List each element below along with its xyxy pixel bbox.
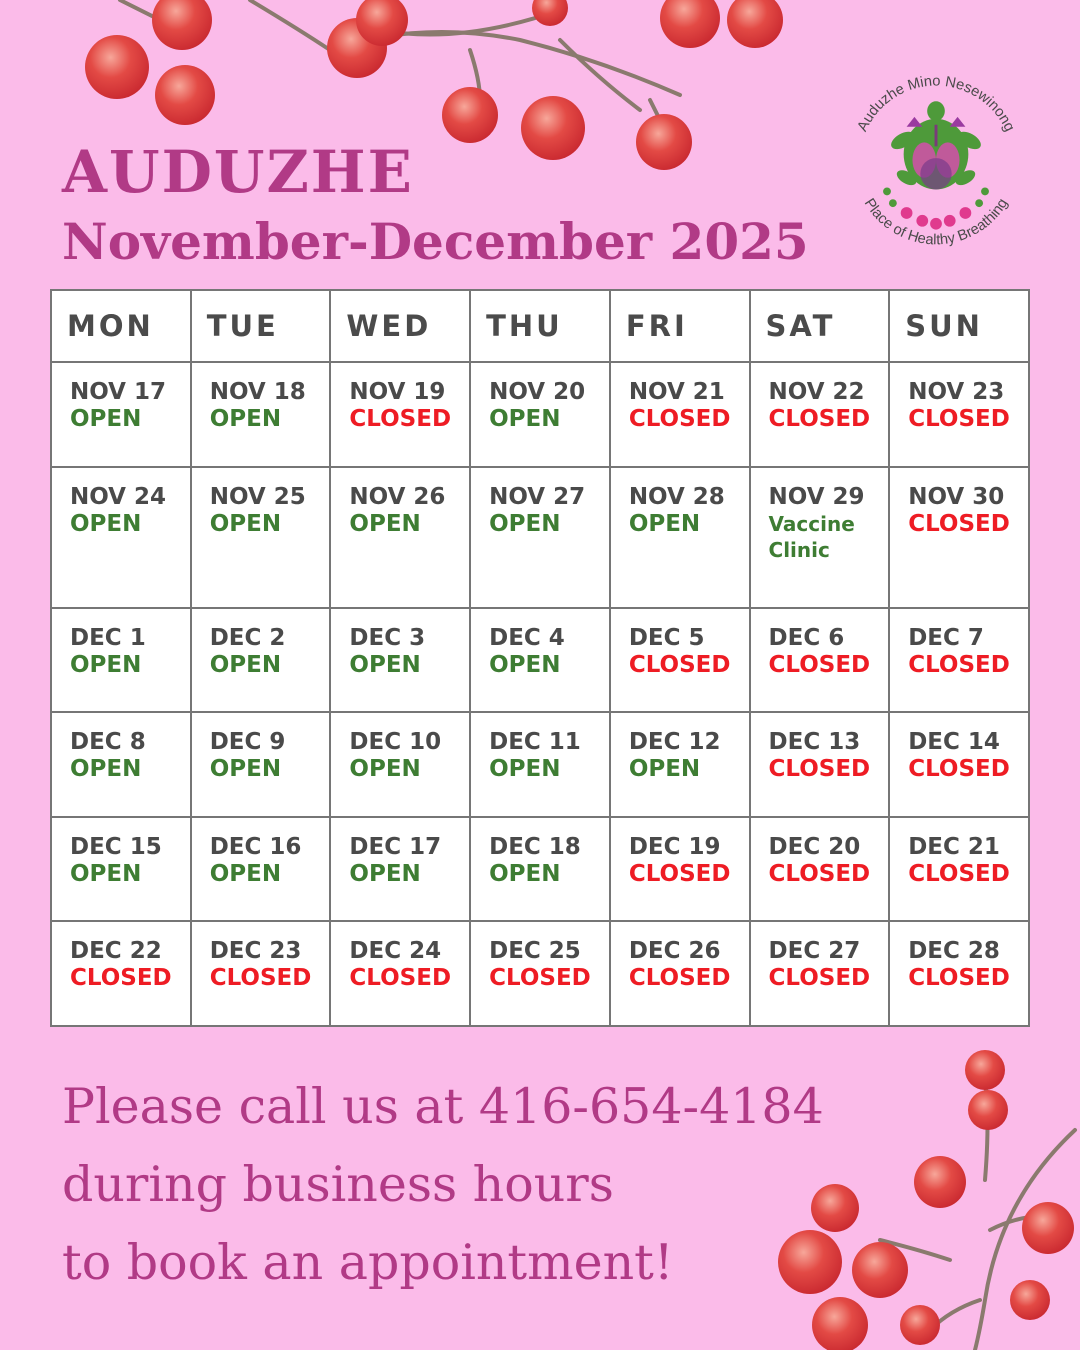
schedule-calendar [50,289,1030,1027]
day-status: OPEN [209,756,282,783]
day-status: CLOSED [908,965,1010,992]
day-date: NOV 21 [628,379,725,405]
day-status: CLOSED [908,651,1010,678]
day-status: CLOSED [908,756,1010,783]
day-status: OPEN [209,510,282,537]
day-cell [191,467,331,608]
day-date: NOV 22 [768,379,865,405]
day-date: DEC 17 [349,833,442,860]
day-date: DEC 13 [768,729,861,756]
day-date: NOV 26 [349,483,446,510]
day-cell [750,467,890,608]
day-status: CLOSED [768,860,871,887]
day-status: OPEN [70,860,142,887]
day-cell [889,817,1029,922]
day-date: DEC 15 [70,833,162,860]
day-status: OPEN [349,510,421,537]
day-date: DEC 10 [349,729,442,756]
day-cell [750,921,890,1026]
day-date: NOV 19 [349,379,446,405]
page-subtitle: November-December 2025 [62,212,809,271]
weekday-header: MON [51,290,191,362]
day-cell [470,817,610,922]
day-cell [750,608,890,713]
day-cell [889,921,1029,1026]
day-cell [610,608,750,713]
day-status: CLOSED [768,406,871,432]
day-date: DEC 27 [768,938,861,965]
day-cell [191,712,331,817]
day-status: OPEN [70,651,142,678]
day-status: CLOSED [628,651,731,678]
day-date: DEC 3 [349,624,426,651]
day-cell [889,608,1029,713]
day-cell [889,362,1029,467]
day-cell [750,817,890,922]
weekday-header: SUN [889,290,1029,362]
day-date: DEC 4 [489,624,565,651]
day-status: OPEN [489,510,561,537]
day-status: OPEN [349,651,421,678]
day-cell [889,467,1029,608]
day-status: OPEN [70,406,142,432]
week-row [51,608,1029,713]
day-status: CLOSED [908,510,1010,537]
day-date: DEC 9 [209,729,286,756]
weekday-header: TUE [191,290,331,362]
day-cell [51,608,191,713]
day-date: DEC 5 [628,624,705,651]
day-date: NOV 24 [70,483,166,510]
day-status: OPEN [349,756,421,783]
day-date: DEC 7 [908,624,984,651]
week-row [51,817,1029,922]
day-status: CLOSED [768,965,871,992]
day-status: CLOSED [70,965,172,992]
booking-cta-line: to book an appointment! [62,1234,674,1291]
page-title: AUDUZHE [62,138,414,206]
day-status: OPEN [70,756,142,783]
day-date: NOV 30 [908,483,1005,510]
day-cell [470,467,610,608]
turtle-lungs-icon [883,101,989,229]
weekday-header-row [51,290,1029,362]
day-status: OPEN [349,860,421,887]
day-status: OPEN [209,651,282,678]
day-status: CLOSED [349,406,452,432]
weekday-header: THU [470,290,610,362]
week-row [51,921,1029,1026]
day-cell [610,712,750,817]
week-row [51,362,1029,467]
day-date: NOV 23 [908,379,1005,405]
day-cell [51,921,191,1026]
day-cell [191,817,331,922]
day-date: DEC 14 [908,729,1000,756]
day-date: DEC 2 [209,624,286,651]
day-date: DEC 16 [209,833,302,860]
day-cell [470,921,610,1026]
day-cell [330,921,470,1026]
day-status: OPEN [628,510,701,537]
day-status: CLOSED [209,965,312,992]
weekday-header: FRI [610,290,750,362]
day-status: OPEN [628,756,701,783]
day-status: Vaccine Clinic [768,511,855,562]
day-status: CLOSED [908,860,1010,887]
day-date: DEC 8 [70,729,146,756]
day-status: OPEN [489,406,561,432]
week-row [51,467,1029,608]
day-date: DEC 21 [908,833,1000,860]
organization-logo [838,64,1034,260]
day-date: DEC 22 [70,938,162,965]
day-status: OPEN [489,651,561,678]
day-date: DEC 20 [768,833,861,860]
day-cell [610,817,750,922]
day-status: OPEN [209,860,282,887]
day-status: OPEN [209,406,282,432]
day-cell [51,467,191,608]
day-cell [330,608,470,713]
day-status: OPEN [489,756,561,783]
week-row [51,712,1029,817]
day-cell [330,817,470,922]
day-date: NOV 27 [489,483,586,510]
day-date: NOV 18 [209,379,306,405]
day-status: OPEN [489,860,561,887]
day-cell [610,362,750,467]
day-date: DEC 19 [628,833,721,860]
day-date: DEC 11 [489,729,581,756]
day-cell [889,712,1029,817]
day-date: DEC 26 [628,938,721,965]
day-status: CLOSED [489,965,591,992]
logo-bottom-text: Place of Healthy Breathing [860,195,1012,249]
day-cell [330,467,470,608]
day-status: CLOSED [628,860,731,887]
day-status: CLOSED [768,651,871,678]
day-cell [750,362,890,467]
day-date: NOV 29 [768,483,865,510]
day-date: DEC 24 [349,938,442,965]
day-status: CLOSED [349,965,452,992]
day-cell [470,712,610,817]
day-date: DEC 23 [209,938,302,965]
day-date: DEC 28 [908,938,1000,965]
day-cell [51,817,191,922]
day-date: DEC 6 [768,624,845,651]
day-status: CLOSED [768,756,871,783]
day-cell [750,712,890,817]
day-cell [470,608,610,713]
day-cell [330,362,470,467]
day-cell [470,362,610,467]
day-status: CLOSED [628,965,731,992]
booking-phone-line: Please call us at 416-654-4184 [62,1078,824,1135]
day-cell [191,608,331,713]
logo-top-text: Auduzhe Mino Nesewinong [854,73,1018,135]
day-date: DEC 25 [489,938,581,965]
day-status: OPEN [70,510,142,537]
day-cell [610,921,750,1026]
day-cell [191,921,331,1026]
day-date: NOV 20 [489,379,586,405]
day-cell [51,362,191,467]
day-date: NOV 28 [628,483,725,510]
weekday-header: WED [330,290,470,362]
day-cell [51,712,191,817]
weekday-header: SAT [750,290,890,362]
day-cell [610,467,750,608]
day-status: CLOSED [628,406,731,432]
day-date: DEC 18 [489,833,581,860]
day-cell [330,712,470,817]
day-status: CLOSED [908,406,1010,432]
day-cell [191,362,331,467]
day-date: NOV 17 [70,379,166,405]
booking-message [62,1068,824,1302]
day-date: DEC 1 [70,624,146,651]
booking-hours-line: during business hours [62,1156,614,1213]
day-date: NOV 25 [209,483,306,510]
day-date: DEC 12 [628,729,721,756]
